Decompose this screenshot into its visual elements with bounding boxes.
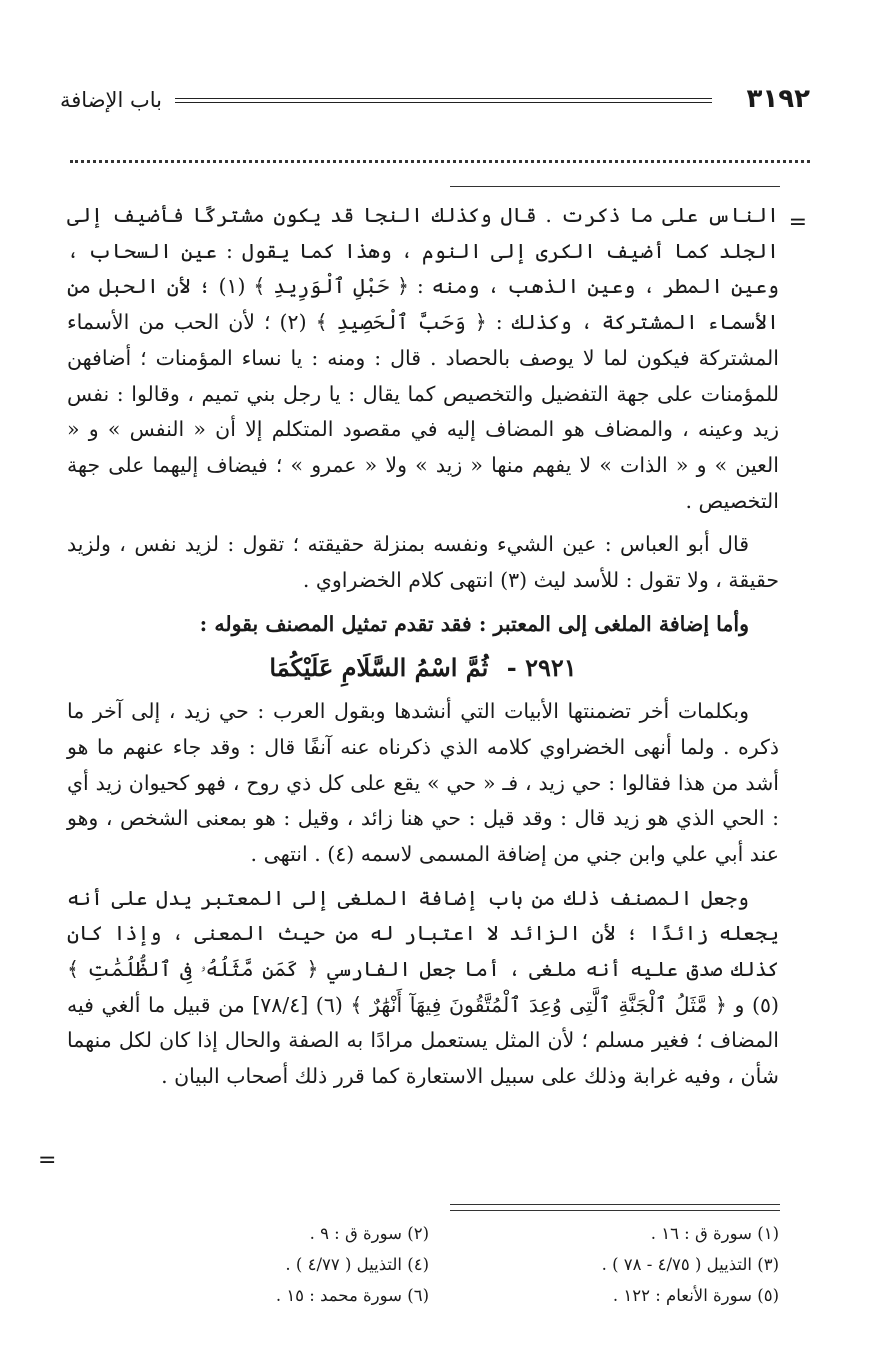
paragraph-2: قال أبو العباس : عين الشيء ونفسه بمنزلة حقيقته ؛ تقول : لزيد نفس ، ولزيد حقيقة ، ولا تقول : للأسد ليث (٣) انتهى كلام الخضراوي .: [67, 532, 779, 593]
continuation-mark-bottom: =: [38, 1148, 57, 1173]
footnote-5: (٥) سورة الأنعام : ١٢٢ .: [612, 1286, 779, 1305]
chapter-title: باب الإضافة: [60, 88, 163, 112]
verse-text: ثُمَّ اسْمُ السَّلَامِ عَلَيْكُمَا: [269, 653, 489, 683]
footnote-rule: [450, 1204, 780, 1205]
paragraph-3: وأما إضافة الملغى إلى المعتبر : فقد تقدم تمثيل المصنف بقوله :: [199, 611, 749, 636]
footnote-1: (١) سورة ق : ١٦ .: [650, 1224, 779, 1243]
verse-number: ٢٩٢١ -: [506, 653, 577, 683]
continuation-rule: [450, 186, 780, 187]
footnote-2: (٢) سورة ق : ٩ .: [309, 1224, 429, 1243]
footnote-row: [79, 1280, 779, 1311]
footnote-rule-2: [450, 1210, 780, 1211]
page-header: [60, 84, 810, 120]
verse-line: [67, 650, 779, 686]
paragraph-4: وبكلمات أخر تضمنتها الأبيات التي أنشدها وبقول العرب : حي زيد ، إلى آخر ما ذكره . ولما أنهى الخضراوي كلامه الذي ذكرناه عنه آنفًا قال : وقد جاء عنهم ما هو أشد من هذا فقالوا : حي زيد ، فـ « حي » يقع على كل ذي روح ، فهو كحيوان زيد أي : الحي الذي هو زيد قال : وقد قيل : حي هنا زائد ، وقيل : هو بمعنى الشخص ، وهو عند أبي علي وابن جني من إضافة المسمى لاسمه (٤) . انتهى .: [67, 699, 779, 866]
dotted-separator: [70, 160, 810, 163]
paragraph-1: الناس على ما ذكرت . قال وكذلك النجا قد يكون مشتركًا فأضيف إلى الجلد كما أضيف الكرى إلى النوم ، وهذا كما يقول : عين السحاب ، وعين المطر ، وعين الذهب ، ومنه : ﴿ حَبْلِ ٱلْوَرِيدِ ﴾ (١) ؛ لأن الحبل من الأسماء المشتركة ، وكذلك : ﴿ وَحَبَّ ٱلْحَصِيدِ ﴾ (٢) ؛ لأن الحب من الأسماء المشتركة فيكون لما لا يوصف بالحصاد . قال : ومنه : يا نساء المؤمنات ؛ أضافهن للمؤمنات على جهة التفضيل والتخصيص كما يقال : يا رجل بني تميم ، وقالوا : نفس زيد وعينه ، والمضاف هو المضاف إليه في مقصود المتكلم إلا أن « النفس » و « العين » و « الذات » لا يفهم منها « زيد » ولا « عمرو » ؛ فيضاف إليهما على جهة التخصيص .: [67, 203, 779, 513]
continuation-mark: =: [788, 210, 807, 235]
main-text: [67, 198, 779, 1103]
footnote-row: [79, 1218, 779, 1249]
footnote-6: (٦) سورة محمد : ١٥ .: [275, 1286, 429, 1305]
paragraph-5: وجعل المصنف ذلك من باب إضافة الملغى إلى المعتبر يدل على أنه يجعله زائدًا ؛ لأن الزائد لا اعتبار له من حيث المعنى ، وإذا كان كذلك صدق عليه أنه ملغى ، أما جعل الفارسي ﴿ كَمَن مَّثَلُهُۥ فِى ٱلظُّلُمَٰتِ ﴾ (٥) و ﴿ مَّثَلُ ٱلْجَنَّةِ ٱلَّتِى وُعِدَ ٱلْمُتَّقُونَ فِيهَآ أَنْهَٰرٌ ﴾ (٦) [٧٨/٤] من قبيل ما ألغي فيه المضاف ؛ فغير مسلم ؛ لأن المثل يستعمل مرادًا به الصفة والحال إذا كان لكل منهما شأن ، وفيه غرابة وذلك على سبيل الاستعارة كما قرر ذلك أصحاب البيان .: [67, 885, 780, 1089]
footnotes: [79, 1218, 779, 1311]
footnote-row: [79, 1249, 779, 1280]
page-number: ٣١٩٢: [746, 84, 810, 114]
footnote-4: (٤) التذييل ( ٤/٧٧ ) .: [285, 1255, 429, 1274]
footnote-3: (٣) التذييل ( ٤/٧٥ - ٧٨ ) .: [601, 1255, 779, 1274]
header-rule: [175, 98, 712, 103]
